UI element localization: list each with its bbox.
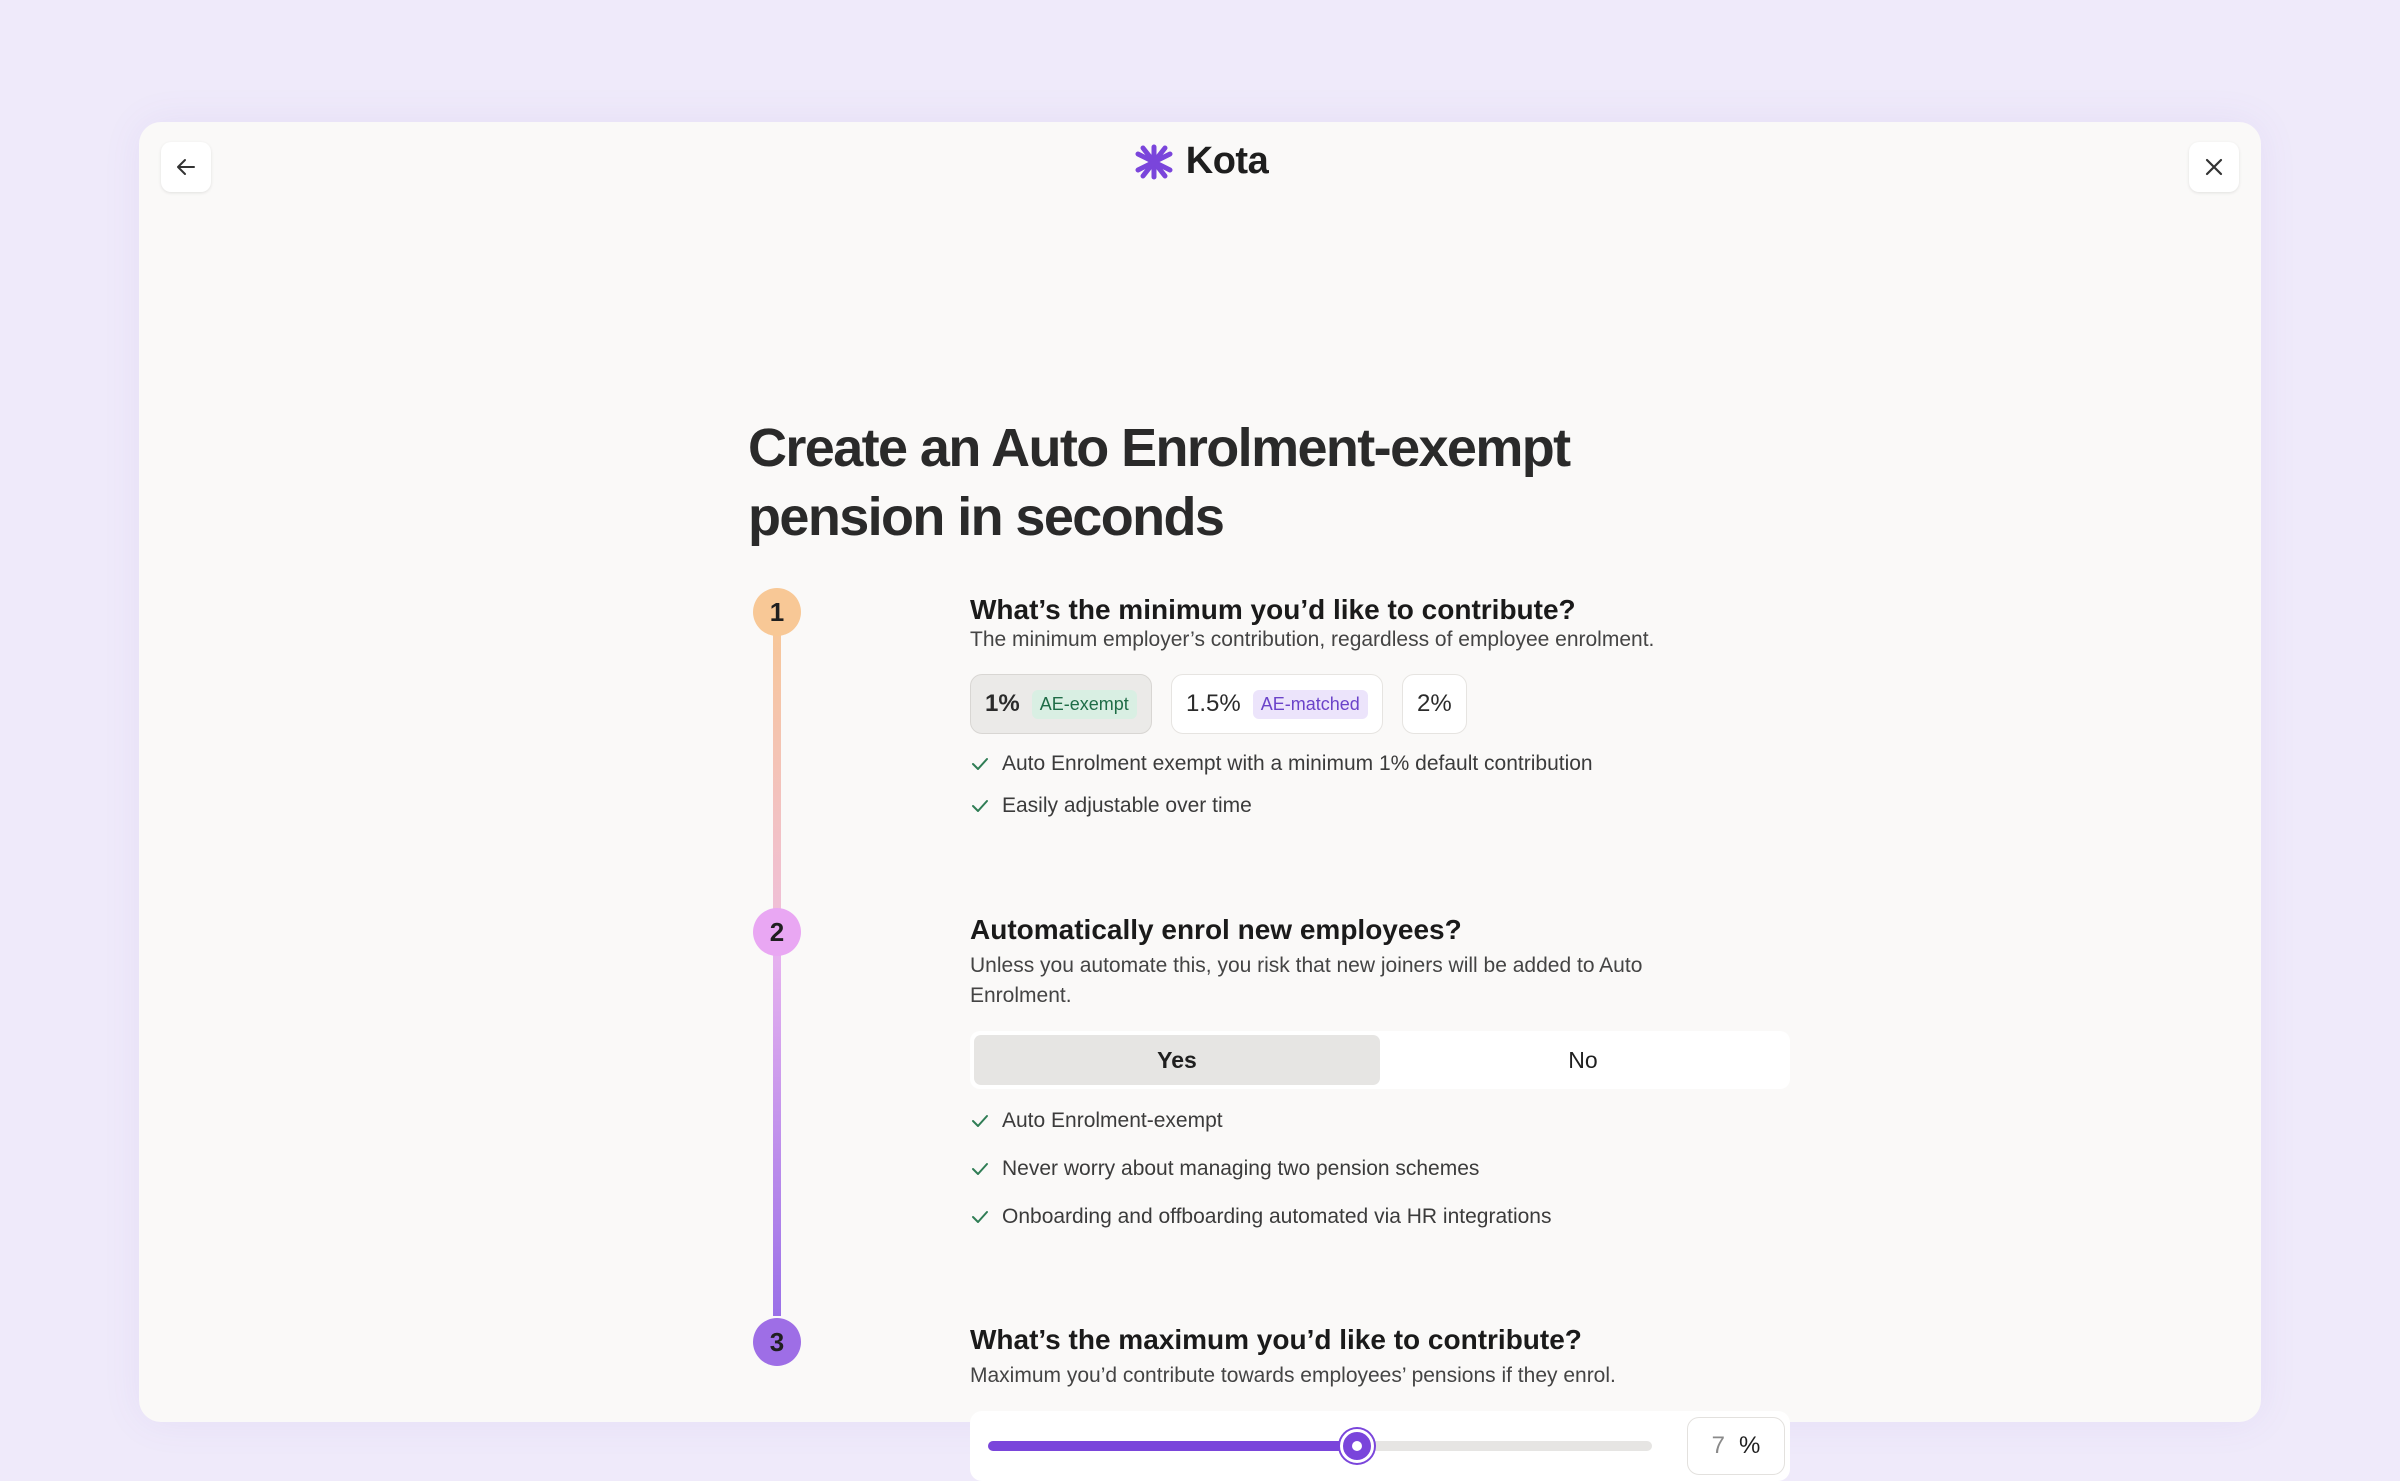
step-3-description: Maximum you’d contribute towards employees’ pensions if they enrol. [970,1364,1616,1387]
slider-thumb[interactable] [1340,1429,1374,1463]
option-2-percent[interactable] [1402,674,1467,734]
step-number-1: 1 [753,588,801,636]
toggle-yes[interactable]: Yes [974,1035,1380,1085]
check-icon [970,796,990,816]
brand-logo [139,140,2261,183]
benefit-text: Onboarding and offboarding automated via HR integrations [1002,1205,1552,1228]
ae-exempt-tag: AE-exempt [1032,690,1137,719]
step-1-title: What’s the minimum you’d like to contribute? [970,594,1576,625]
step-number-3: 3 [753,1318,801,1366]
close-icon [2203,156,2225,178]
benefit-item [970,1157,1479,1181]
close-button[interactable] [2189,142,2239,192]
check-icon [970,1111,990,1131]
percent-unit: % [1739,1432,1761,1459]
step-1-description: The minimum employer’s contribution, regardless of employee enrolment. [970,628,1655,651]
benefit-item [970,752,1593,776]
check-icon [970,1207,990,1227]
max-contribution-value: 7 [1711,1432,1725,1459]
toggle-no[interactable]: No [1568,1046,1598,1073]
step-3-title: What’s the maximum you’d like to contribute? [970,1324,1582,1355]
option-value: 1% [985,690,1020,717]
ae-matched-tag: AE-matched [1253,690,1368,719]
auto-enrol-toggle [970,1031,1790,1089]
benefit-item [970,1205,1551,1229]
benefit-text: Easily adjustable over time [1002,794,1252,817]
check-icon [970,754,990,774]
slider-fill [988,1441,1357,1451]
benefit-text: Never worry about managing two pension schemes [1002,1157,1480,1180]
timeline-segment-1 [773,633,781,910]
step-2-description: Unless you automate this, you risk that new joiners will be added to Auto Enrolment. [970,954,1643,1007]
benefit-text: Auto Enrolment exempt with a minimum 1% default contribution [1002,752,1593,775]
timeline-segment-2 [773,953,781,1316]
modal-card [139,122,2261,1459]
slider-track[interactable] [988,1441,1652,1451]
option-1-percent[interactable] [970,674,1152,734]
benefit-item [970,1109,1223,1133]
kota-logo-icon [1132,144,1176,180]
check-icon [970,1159,990,1179]
benefit-item [970,794,1252,818]
option-value: 2% [1417,690,1452,717]
max-contribution-control [970,1411,1790,1481]
option-1-5-percent[interactable] [1171,674,1383,734]
page-title: Create an Auto Enrolment-exempt pension in seconds [748,418,1570,547]
benefit-text: Auto Enrolment-exempt [1002,1109,1223,1132]
max-contribution-input[interactable] [1687,1417,1785,1475]
step-number-2: 2 [753,908,801,956]
option-value: 1.5% [1186,690,1241,717]
step-2-title: Automatically enrol new employees? [970,914,1462,945]
brand-name: Kota [1185,140,1269,182]
